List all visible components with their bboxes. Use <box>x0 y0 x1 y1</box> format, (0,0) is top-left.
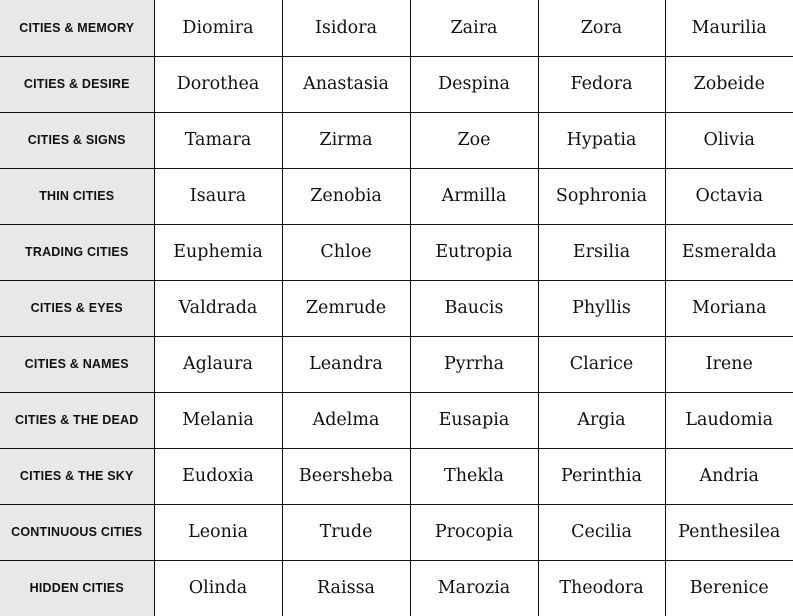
city-cell: Procopia <box>410 504 538 560</box>
city-cell: Clarice <box>538 336 665 392</box>
city-cell: Melania <box>154 392 282 448</box>
category-label: CITIES & EYES <box>0 280 154 336</box>
city-cell: Armilla <box>410 168 538 224</box>
category-label: CITIES & DESIRE <box>0 56 154 112</box>
table-row <box>0 560 793 616</box>
city-cell: Berenice <box>665 560 793 616</box>
table-row <box>0 112 793 168</box>
city-cell: Anastasia <box>282 56 410 112</box>
city-cell: Leandra <box>282 336 410 392</box>
table-row <box>0 280 793 336</box>
city-cell: Irene <box>665 336 793 392</box>
category-label: CITIES & NAMES <box>0 336 154 392</box>
city-cell: Leonia <box>154 504 282 560</box>
category-label: TRADING CITIES <box>0 224 154 280</box>
city-cell: Olinda <box>154 560 282 616</box>
city-cell: Theodora <box>538 560 665 616</box>
city-cell: Adelma <box>282 392 410 448</box>
city-cell: Zora <box>538 0 665 56</box>
city-cell: Eutropia <box>410 224 538 280</box>
city-cell: Fedora <box>538 56 665 112</box>
category-label: CITIES & SIGNS <box>0 112 154 168</box>
table-row <box>0 168 793 224</box>
city-cell: Argia <box>538 392 665 448</box>
table-row <box>0 336 793 392</box>
city-cell: Valdrada <box>154 280 282 336</box>
city-cell: Euphemia <box>154 224 282 280</box>
city-cell: Sophronia <box>538 168 665 224</box>
city-cell: Phyllis <box>538 280 665 336</box>
city-cell: Maurilia <box>665 0 793 56</box>
city-cell: Tamara <box>154 112 282 168</box>
city-cell: Hypatia <box>538 112 665 168</box>
table-row <box>0 224 793 280</box>
city-cell: Eudoxia <box>154 448 282 504</box>
city-cell: Isidora <box>282 0 410 56</box>
city-cell: Cecilia <box>538 504 665 560</box>
city-cell: Baucis <box>410 280 538 336</box>
category-label: CITIES & MEMORY <box>0 0 154 56</box>
city-cell: Raissa <box>282 560 410 616</box>
category-label: HIDDEN CITIES <box>0 560 154 616</box>
city-cell: Beersheba <box>282 448 410 504</box>
city-cell: Trude <box>282 504 410 560</box>
city-cell: Esmeralda <box>665 224 793 280</box>
city-cell: Moriana <box>665 280 793 336</box>
city-cell: Zenobia <box>282 168 410 224</box>
category-label: CITIES & THE DEAD <box>0 392 154 448</box>
city-cell: Zemrude <box>282 280 410 336</box>
city-cell: Aglaura <box>154 336 282 392</box>
city-cell: Marozia <box>410 560 538 616</box>
category-label: CONTINUOUS CITIES <box>0 504 154 560</box>
table-row <box>0 0 793 56</box>
city-cell: Isaura <box>154 168 282 224</box>
category-label: CITIES & THE SKY <box>0 448 154 504</box>
city-cell: Dorothea <box>154 56 282 112</box>
table-row <box>0 448 793 504</box>
category-label: THIN CITIES <box>0 168 154 224</box>
city-cell: Zirma <box>282 112 410 168</box>
city-cell: Pyrrha <box>410 336 538 392</box>
city-cell: Penthesilea <box>665 504 793 560</box>
city-cell: Chloe <box>282 224 410 280</box>
city-cell: Andria <box>665 448 793 504</box>
city-cell: Perinthia <box>538 448 665 504</box>
city-cell: Octavia <box>665 168 793 224</box>
city-cell: Ersilia <box>538 224 665 280</box>
city-cell: Despina <box>410 56 538 112</box>
table-row <box>0 56 793 112</box>
city-cell: Olivia <box>665 112 793 168</box>
city-cell: Eusapia <box>410 392 538 448</box>
city-cell: Zobeide <box>665 56 793 112</box>
city-cell: Laudomia <box>665 392 793 448</box>
city-cell: Thekla <box>410 448 538 504</box>
city-cell: Zaira <box>410 0 538 56</box>
city-cell: Diomira <box>154 0 282 56</box>
city-cell: Zoe <box>410 112 538 168</box>
table-row <box>0 504 793 560</box>
table-row <box>0 392 793 448</box>
